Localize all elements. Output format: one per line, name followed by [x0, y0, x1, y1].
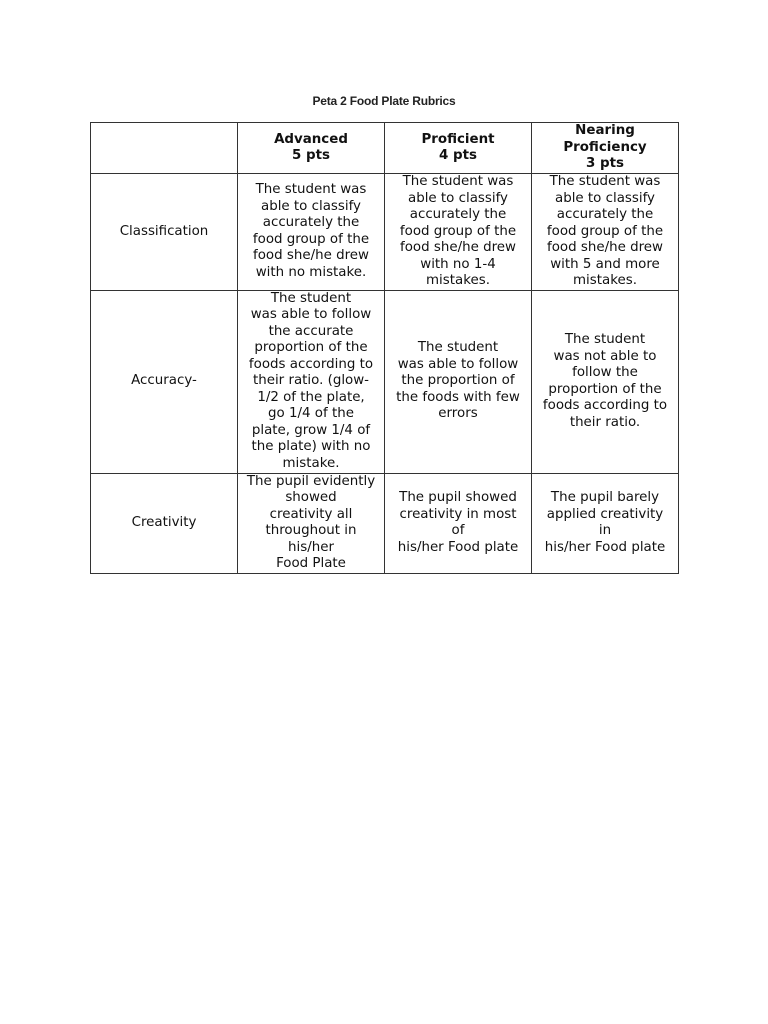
rubric-cell: The pupil evidently showed creativity all throughout in his/her Food Plate	[238, 473, 385, 573]
header-proficient: Proficient 4 pts	[385, 123, 532, 174]
table-row	[91, 290, 679, 473]
rubric-cell: The pupil showed creativity in most of his/her Food plate	[385, 473, 532, 573]
rubric-cell: The student was able to classify accurately the food group of the food she/he drew with no 1-4 mistakes.	[385, 174, 532, 291]
rubric-cell: The pupil barely applied creativity in his/her Food plate	[532, 473, 679, 573]
header-nearing-proficiency: Nearing Proficiency 3 pts	[532, 123, 679, 174]
rubric-cell: The student was able to classify accurately the food group of the food she/he drew with no mistake.	[238, 174, 385, 291]
criterion-label: Classification	[91, 174, 238, 291]
table-header-row	[91, 123, 679, 174]
rubric-cell: The student was able to follow the proportion of the foods with few errors	[385, 290, 532, 473]
rubric-cell: The student was able to follow the accurate proportion of the foods according to their ratio. (glow- 1/2 of the plate, go 1/4 of the plate, grow 1/4 of the plate) with no mistake.	[238, 290, 385, 473]
rubric-cell: The student was able to classify accurately the food group of the food she/he drew with 5 and more mistakes.	[532, 174, 679, 291]
criterion-label: Accuracy-	[91, 290, 238, 473]
header-advanced: Advanced 5 pts	[238, 123, 385, 174]
table-row	[91, 473, 679, 573]
criterion-label: Creativity	[91, 473, 238, 573]
table-row	[91, 174, 679, 291]
rubric-table	[90, 122, 679, 574]
rubric-cell: The student was not able to follow the proportion of the foods according to their ratio.	[532, 290, 679, 473]
document-title: Peta 2 Food Plate Rubrics	[312, 94, 456, 108]
header-empty-cell	[91, 123, 238, 174]
